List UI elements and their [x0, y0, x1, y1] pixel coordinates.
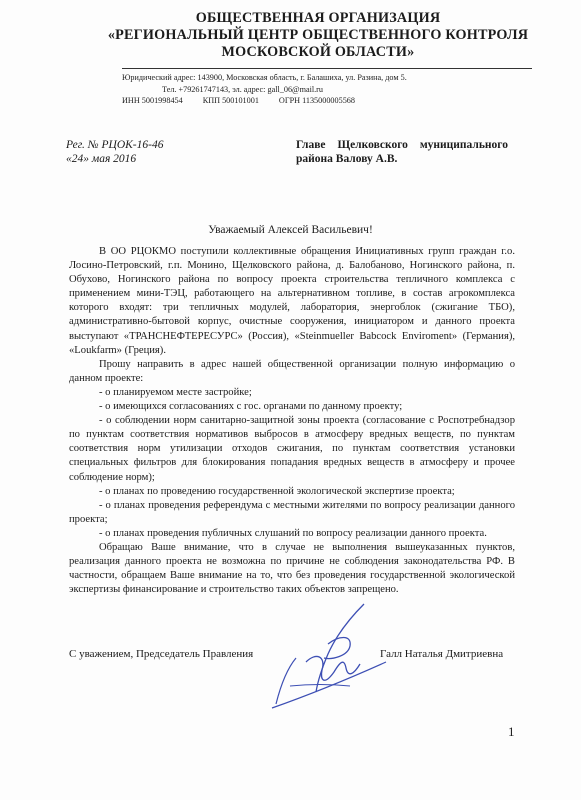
- list-item: - о планах проведения публичных слушаний по вопросу реализации данного проекта.: [99, 527, 487, 539]
- inn: ИНН 5001998454: [122, 96, 183, 105]
- closing-signature-line: С уважением, Председатель Правления: [69, 648, 254, 660]
- header-divider: [122, 68, 532, 69]
- org-requisites: [122, 72, 532, 107]
- registration-block: [66, 138, 163, 166]
- kpp: КПП 500101001: [202, 96, 259, 105]
- list-item: - о планируемом месте застройке;: [99, 386, 252, 398]
- org-name-line-3: МОСКОВСКОЙ ОБЛАСТИ»: [221, 44, 415, 60]
- paragraph: Прошу направить в адрес нашей общественной организации полную информацию о данном проекте:: [69, 358, 515, 384]
- registration-number: Рег. № РЦОК-16-46: [66, 139, 164, 151]
- org-ids: [122, 95, 532, 107]
- signer-name: Галл Наталья Дмитриевна: [380, 648, 504, 660]
- contacts: Тел. +79261747143, эл. адрес: gall_06@mail.ru: [162, 84, 323, 94]
- paragraph: В ОО РЦОКМО поступили коллективные обращения Инициативных групп граждан г.о. Лосино-Петровский, г.п. Монино, Щелковского района, д. Балобаново, Ногинского района, п. Обухово, Ногинского района по вопросу проекта строительства тепличного комплекса с применением мини-ТЭЦ, работающего на альтернативном топливе, в состав агрокомплекса которого входят: три тепличных модулей, лаборатория, энергоблок (сжигание ТБО), административно-бытовой корпус, очистные сооружения, инициатором и данного проекта выступают «ТРАНСНЕФТЕРЕСУРС» (Россия), «Steinmueller Babcock Enviroment» (Германия), «Loukfarm» (Греция).: [69, 246, 515, 356]
- addressee: Главе Щелковского муниципального района Валову А.В.: [296, 139, 508, 165]
- date-day: «24»: [66, 153, 89, 165]
- registration-date: [66, 152, 163, 166]
- legal-address: Юридический адрес: 143900, Московская область, г. Балашиха, ул. Разина, дом 5.: [122, 73, 407, 82]
- list-item: - о планах по проведению государственной экологической экспертизе проекта;: [99, 485, 455, 497]
- list-item: - о соблюдении норм санитарно-защитной зоны проекта (согласование с Роспотребнадзор по пунктам соответствия нормативов выбросов в атмосферу вредных веществ, по пунктам соответствия норм утилизации отходов сжигания, по пунктам соответствия установки специальных фильтров для блокирования попадания вредных веществ в атмосферу и прочее соблюдение норм);: [69, 415, 515, 483]
- greeting: Уважаемый Алексей Васильевич!: [208, 224, 373, 236]
- handwritten-signature: [266, 600, 396, 712]
- ogrn: ОГРН 1135000005568: [278, 96, 355, 105]
- org-name-line-1: ОБЩЕСТВЕННАЯ ОРГАНИЗАЦИЯ: [195, 10, 441, 26]
- date-month-year: мая 2016: [91, 153, 137, 165]
- page-number: 1: [508, 724, 515, 739]
- letter-body: [69, 245, 515, 597]
- list-item: - о имеющихся согласованиях с гос. органами по данному проекту;: [99, 401, 403, 413]
- paragraph: Обращаю Ваше внимание, что в случае не выполнения вышеуказанных пунктов, реализация данного проекта не возможна по причине не соблюдения законодательства РФ. В частности, обращаем Ваше внимание на то, что без проведения государственной экологической экспертизы финансирование и строительство таких объектов запрещено.: [69, 541, 515, 596]
- letterhead: [98, 10, 538, 61]
- list-item: - о планах проведения референдума с местными жителями по вопросу реализации данного проекта;: [69, 499, 515, 525]
- org-name-line-2: «РЕГИОНАЛЬНЫЙ ЦЕНТР ОБЩЕСТВЕННОГО КОНТРОЛЯ: [107, 27, 529, 43]
